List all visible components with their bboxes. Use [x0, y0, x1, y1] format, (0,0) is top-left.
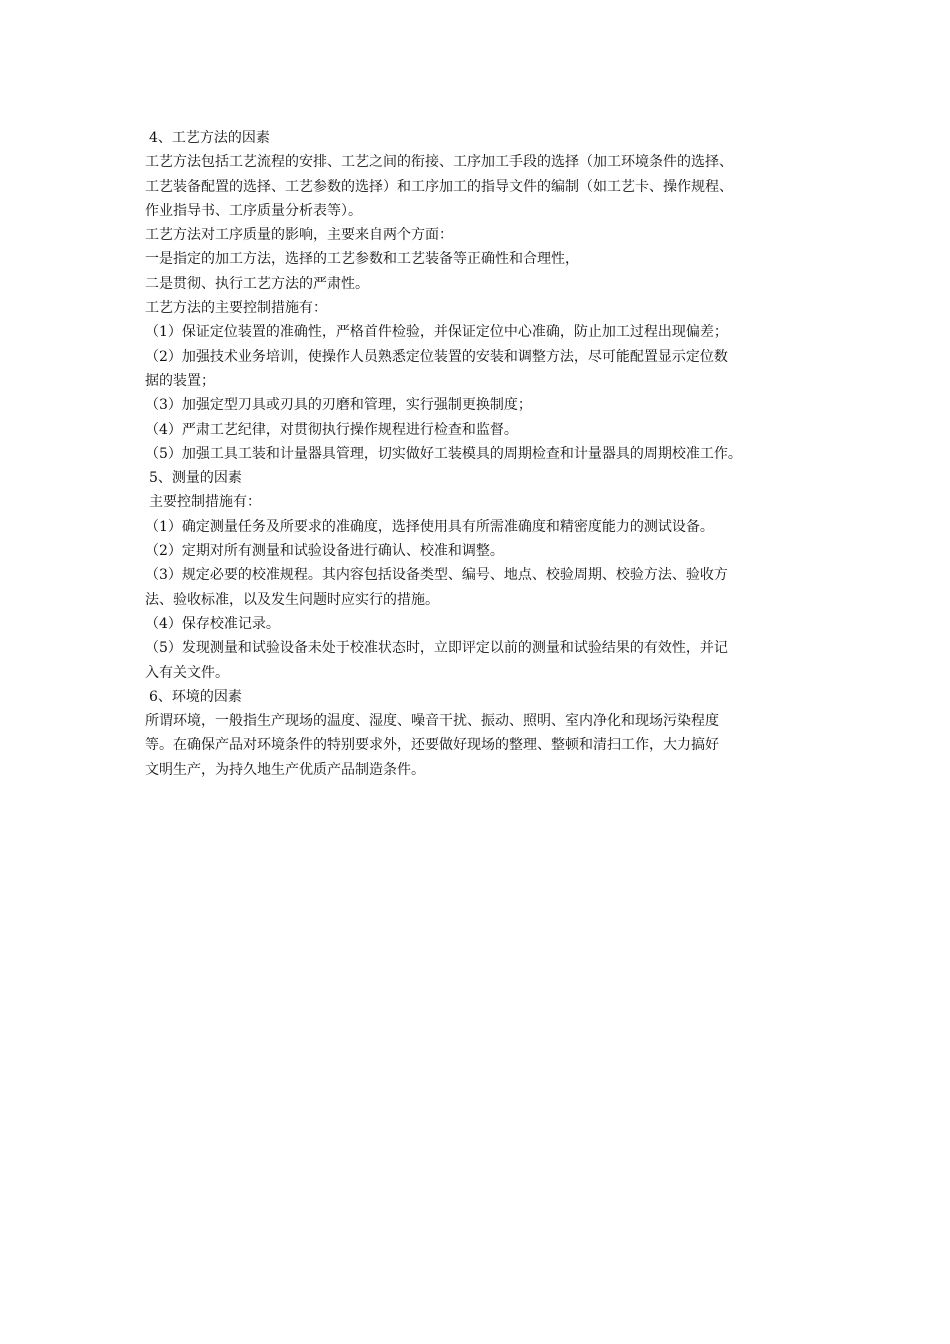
list-item: （1）保证定位装置的准确性，严格首件检验，并保证定位中心准确，防止加工过程出现偏差；: [145, 324, 728, 341]
paragraph-line: 工艺方法包括工艺流程的安排、工艺之间的衔接、工序加工手段的选择（加工环境条件的选择、: [145, 154, 733, 171]
section-heading-process-method: 4、工艺方法的因素: [149, 130, 270, 146]
list-item: （5）发现测量和试验设备未处于校准状态时，立即评定以前的测量和试验结果的有效性，并记: [145, 640, 728, 657]
list-item: （4）保存校准记录。: [145, 615, 280, 632]
paragraph-line: 工艺方法的主要控制措施有：: [145, 300, 327, 317]
list-item: （2）定期对所有测量和试验设备进行确认、校准和调整。: [145, 543, 504, 560]
list-item: （1）确定测量任务及所要求的准确度，选择使用具有所需准确度和精密度能力的测试设备。: [145, 518, 714, 535]
paragraph-line: 所谓环境，一般指生产现场的温度、湿度、噪音干扰、振动、照明、室内净化和现场污染程度: [145, 713, 719, 730]
paragraph-line: 工艺装备配置的选择、工艺参数的选择）和工序加工的指导文件的编制（如工艺卡、操作规程、: [145, 178, 733, 195]
list-item: （3）加强定型刀具或刃具的刃磨和管理，实行强制更换制度；: [145, 397, 532, 414]
section-heading-environment: 6、环境的因素: [149, 688, 242, 705]
paragraph-line: 作业指导书、工序质量分析表等）。: [145, 202, 362, 219]
section-heading-measurement: 5、测量的因素: [149, 470, 242, 487]
list-item: （5）加强工具工装和计量器具管理，切实做好工装模具的周期检查和计量器具的周期校准工作。: [145, 445, 742, 462]
list-item: （2）加强技术业务培训，使操作人员熟悉定位装置的安装和调整方法，尽可能配置显示定位数: [145, 348, 728, 365]
list-item-continuation: 法、验收标准，以及发生问题时应实行的措施。: [145, 591, 439, 608]
paragraph-line: 文明生产，为持久地生产优质产品制造条件。: [145, 761, 425, 778]
paragraph-line: 工艺方法对工序质量的影响，主要来自两个方面：: [145, 227, 453, 244]
paragraph-line: 一是指定的加工方法，选择的工艺参数和工艺装备等正确性和合理性，: [145, 251, 579, 268]
paragraph-line: 等。在确保产品对环境条件的特别要求外，还要做好现场的整理、整顿和清扫工作，大力搞好: [145, 737, 719, 754]
document-body: [145, 126, 825, 782]
list-item-continuation: 入有关文件。: [145, 664, 229, 681]
list-item-continuation: 据的装置；: [145, 372, 215, 389]
list-item: （4）严肃工艺纪律，对贯彻执行操作规程进行检查和监督。: [145, 421, 518, 438]
paragraph-line: 主要控制措施有：: [149, 494, 261, 511]
list-item: （3）规定必要的校准规程。其内容包括设备类型、编号、地点、校验周期、校验方法、验收方: [145, 567, 728, 584]
paragraph-line: 二是贯彻、执行工艺方法的严肃性。: [145, 275, 369, 292]
